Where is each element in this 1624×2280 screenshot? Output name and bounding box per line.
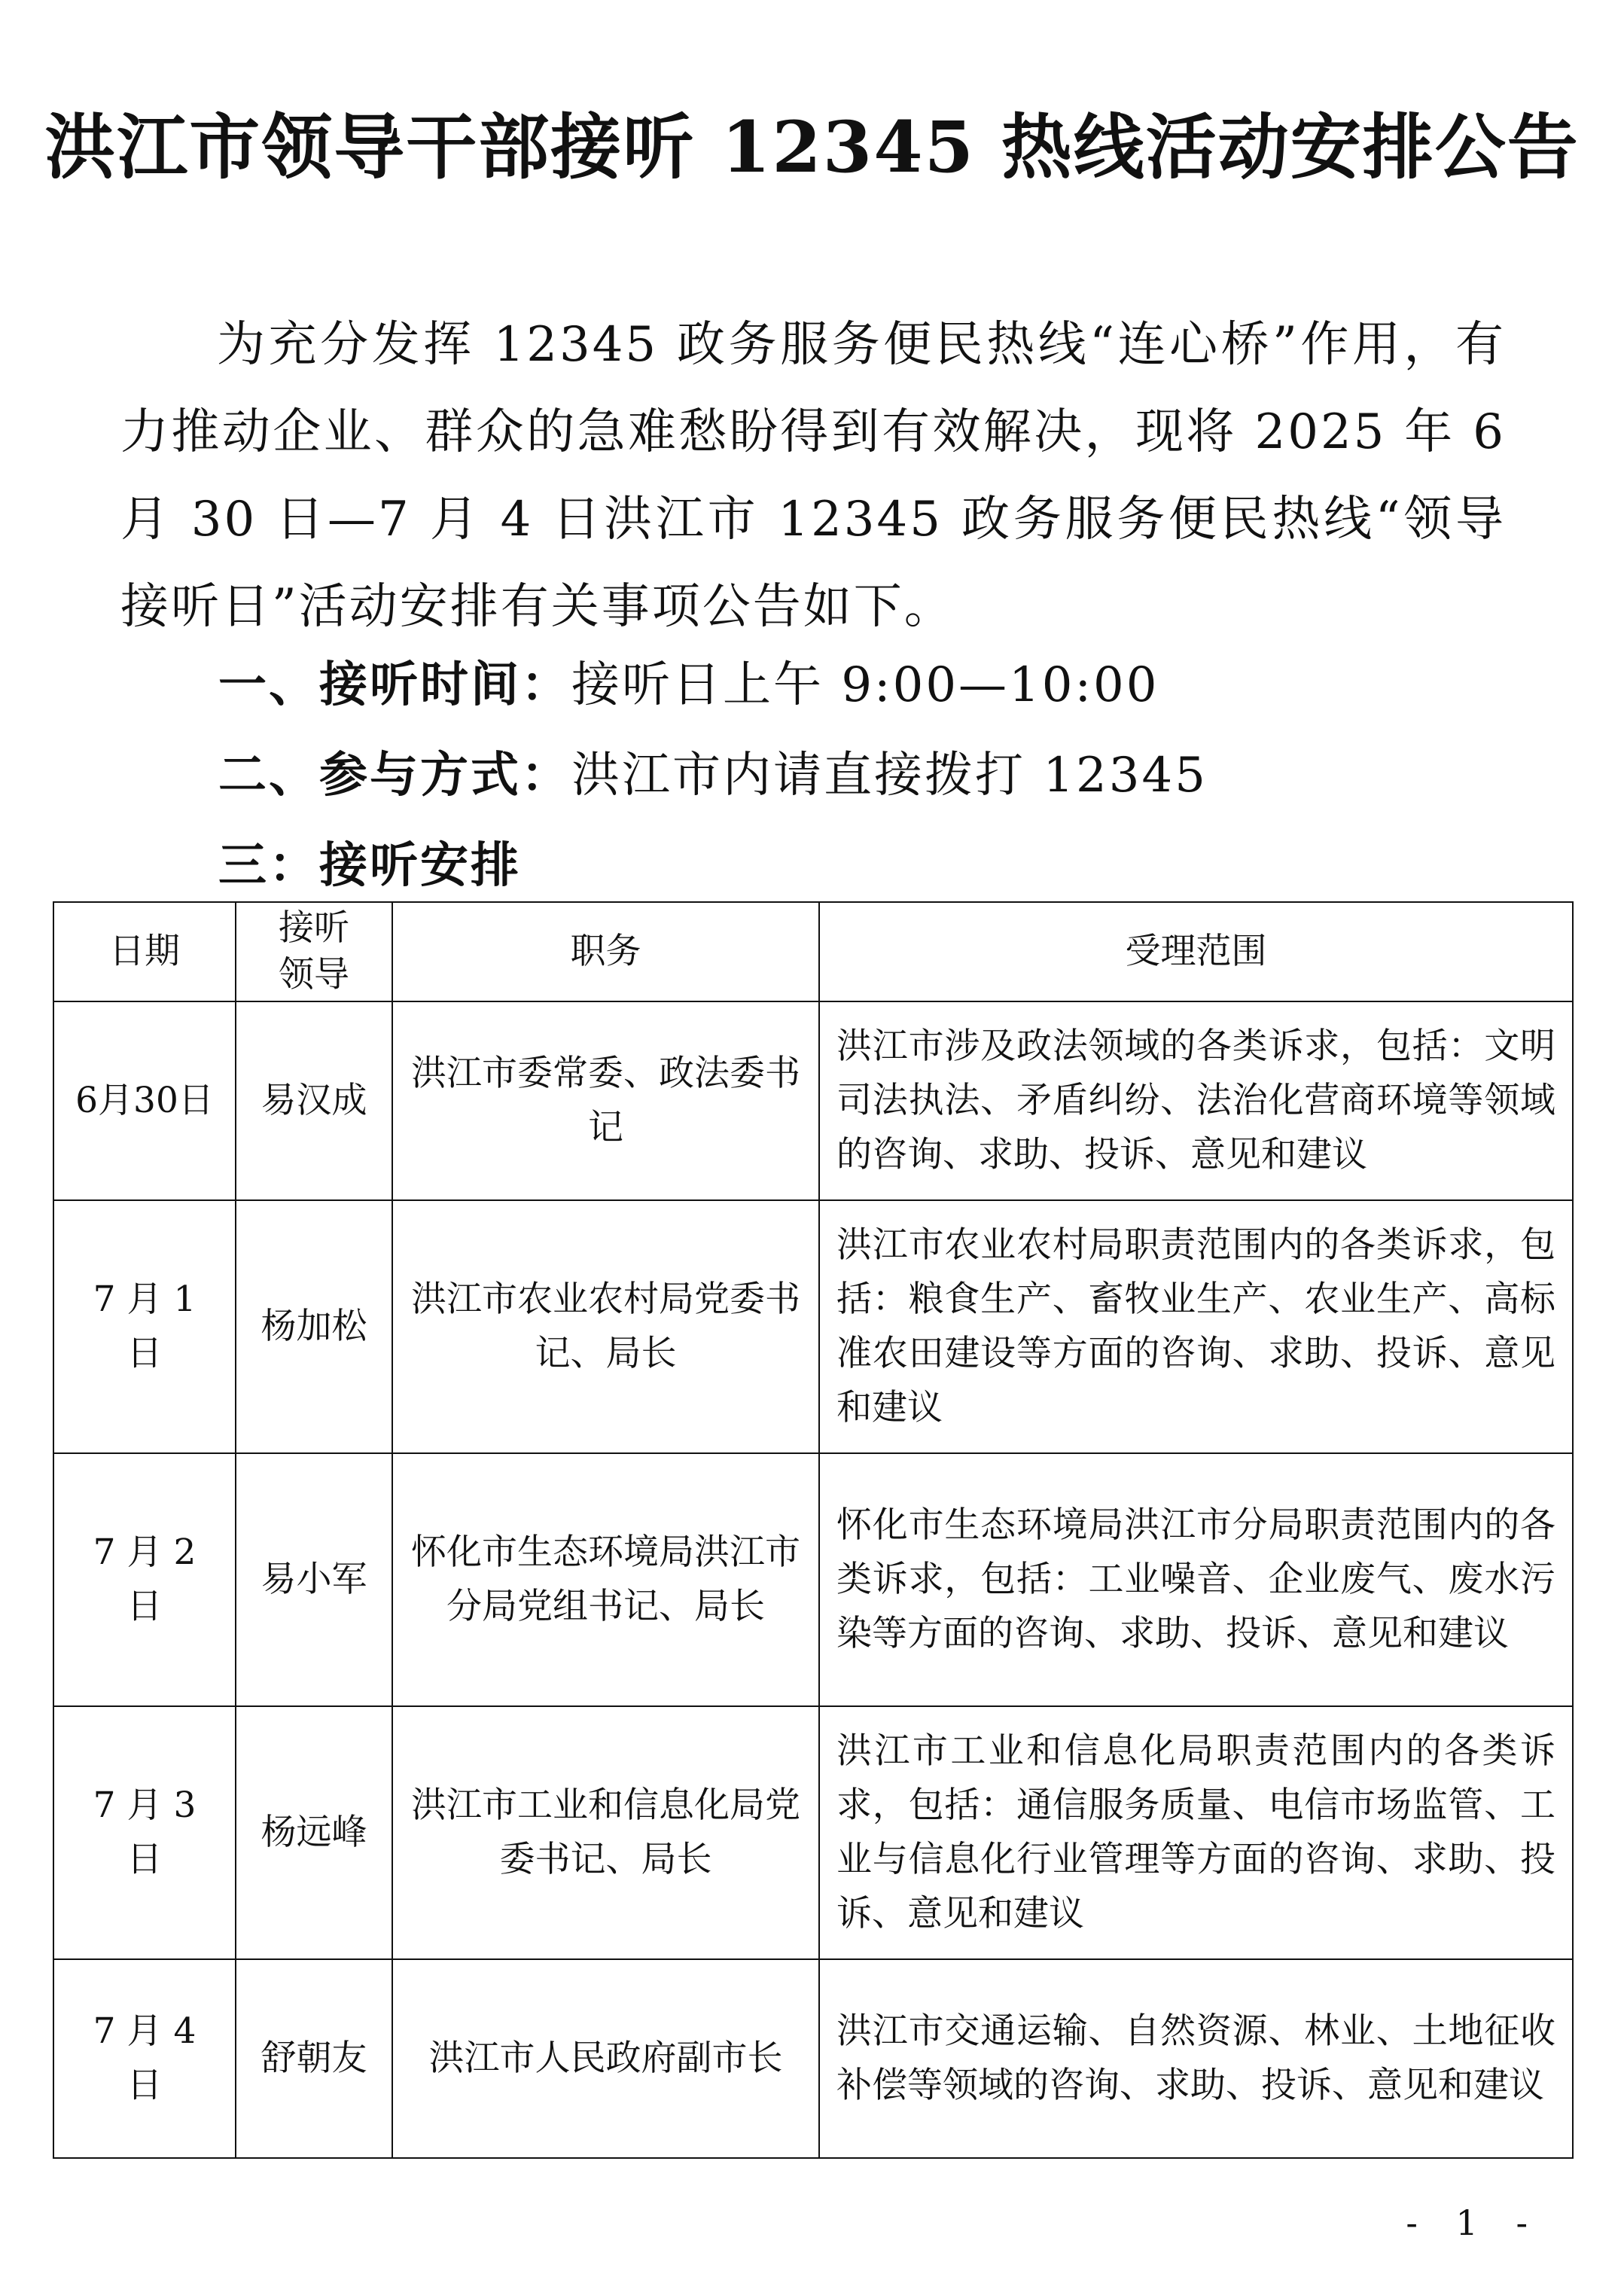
section-heading: 三：接听安排 bbox=[218, 838, 521, 894]
cell-duty: 洪江市农业农村局党委书记、局长 bbox=[392, 1200, 819, 1453]
section-participation bbox=[218, 745, 1208, 806]
section-text: 接听日上午 9:00—10:00 bbox=[571, 657, 1159, 713]
cell-date: 7 月 2 日 bbox=[53, 1453, 236, 1706]
table-row bbox=[53, 1959, 1573, 2158]
section-answer-time bbox=[218, 655, 1159, 715]
cell-date: 7 月 1 日 bbox=[53, 1200, 236, 1453]
table-row bbox=[53, 1200, 1573, 1453]
intro-paragraph: 为充分发挥 12345 政务服务便民热线“连心桥”作用，有力推动企业、群众的急难愁盼得到有效解决，现将 2025 年 6 月 30 日—7 月 4 日洪江市 12345 政务服务便民热线“领导接听日”活动安排有关事项公告如下。 bbox=[120, 317, 1506, 635]
cell-leader: 易小军 bbox=[236, 1453, 392, 1706]
cell-scope: 怀化市生态环境局洪江市分局职责范围内的各类诉求，包括：工业噪音、企业废气、废水污染等方面的咨询、求助、投诉、意见和建议 bbox=[819, 1453, 1573, 1706]
cell-duty: 洪江市委常委、政法委书记 bbox=[392, 1001, 819, 1200]
cell-scope: 洪江市工业和信息化局职责范围内的各类诉求，包括：通信服务质量、电信市场监管、工业与信息化行业管理等方面的咨询、求助、投诉、意见和建议 bbox=[819, 1706, 1573, 1959]
document-title: 洪江市领导干部接听 12345 热线活动安排公告 bbox=[44, 106, 1580, 189]
schedule-table bbox=[53, 901, 1574, 2159]
table-header-row bbox=[53, 902, 1573, 1001]
section-heading: 一、接听时间： bbox=[218, 657, 571, 713]
section-text: 洪江市内请直接拨打 12345 bbox=[571, 748, 1208, 803]
table-row bbox=[53, 1706, 1573, 1959]
cell-duty: 洪江市人民政府副市长 bbox=[392, 1959, 819, 2158]
section-arrangement bbox=[218, 836, 521, 896]
header-scope: 受理范围 bbox=[819, 902, 1573, 1001]
table-row bbox=[53, 1453, 1573, 1706]
cell-leader: 易汉成 bbox=[236, 1001, 392, 1200]
section-heading: 二、参与方式： bbox=[218, 748, 571, 803]
cell-scope: 洪江市交通运输、自然资源、林业、土地征收补偿等领域的咨询、求助、投诉、意见和建议 bbox=[819, 1959, 1573, 2158]
cell-leader: 杨加松 bbox=[236, 1200, 392, 1453]
page-number: - 1 - bbox=[1406, 2202, 1541, 2243]
header-duty: 职务 bbox=[392, 902, 819, 1001]
cell-scope: 洪江市农业农村局职责范围内的各类诉求，包括：粮食生产、畜牧业生产、农业生产、高标准农田建设等方面的咨询、求助、投诉、意见和建议 bbox=[819, 1200, 1573, 1453]
cell-duty: 怀化市生态环境局洪江市分局党组书记、局长 bbox=[392, 1453, 819, 1706]
cell-scope: 洪江市涉及政法领域的各类诉求，包括：文明司法执法、矛盾纠纷、法治化营商环境等领域的咨询、求助、投诉、意见和建议 bbox=[819, 1001, 1573, 1200]
header-leader bbox=[236, 902, 392, 1001]
cell-leader: 舒朝友 bbox=[236, 1959, 392, 2158]
cell-date: 7 月 3 日 bbox=[53, 1706, 236, 1959]
cell-leader: 杨远峰 bbox=[236, 1706, 392, 1959]
header-leader-text: 接听领导 bbox=[279, 907, 349, 995]
cell-duty: 洪江市工业和信息化局党委书记、局长 bbox=[392, 1706, 819, 1959]
cell-date: 7 月 4 日 bbox=[53, 1959, 236, 2158]
header-date: 日期 bbox=[53, 902, 236, 1001]
table-row bbox=[53, 1001, 1573, 1200]
cell-date: 6月30日 bbox=[53, 1001, 236, 1200]
